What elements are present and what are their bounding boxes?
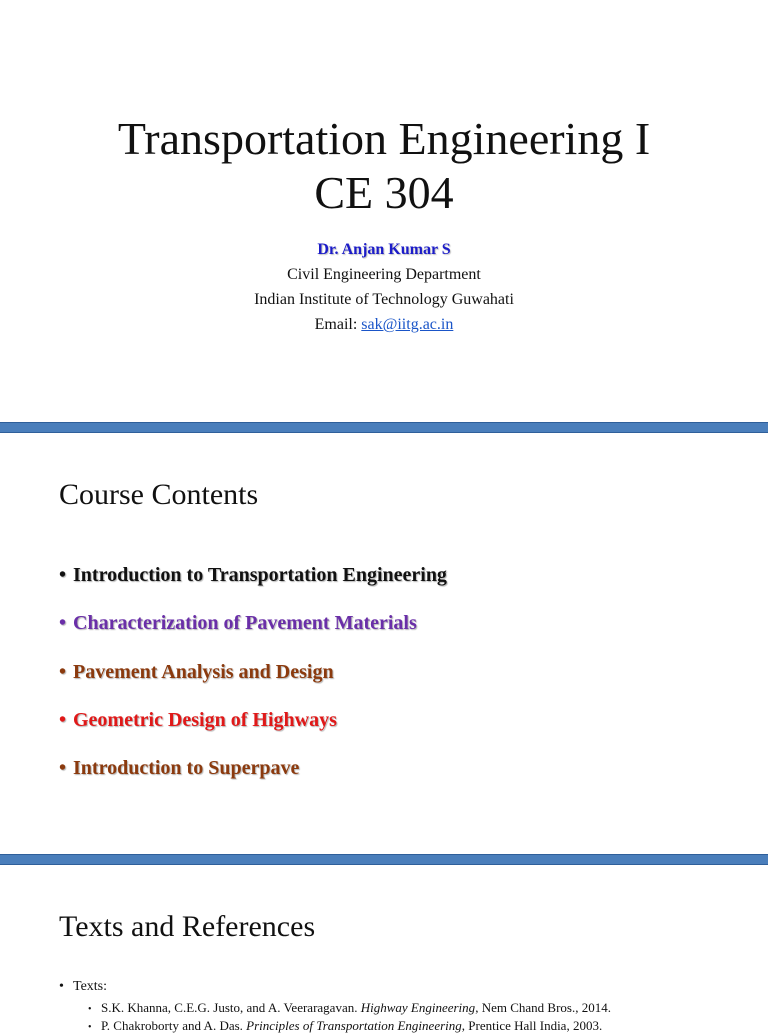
institute: Indian Institute of Technology Guwahati (254, 291, 514, 308)
reference-publisher: , Nem Chand Bros., 2014. (475, 1000, 611, 1015)
reference-publisher: , Prentice Hall India, 2003. (461, 1018, 603, 1033)
course-code: CE 304 (314, 167, 454, 218)
contents-item: • Pavement Analysis and Design (59, 661, 334, 683)
slide-divider (0, 422, 768, 433)
contents-item: • Geometric Design of Highways (59, 709, 337, 731)
author-name: Dr. Anjan Kumar S (317, 241, 451, 258)
reference-title: Principles of Transportation Engineering (246, 1018, 462, 1033)
course-contents-slide (0, 434, 768, 854)
contents-item-label: Introduction to Transportation Engineering (73, 564, 447, 586)
slide-divider (0, 854, 768, 865)
contents-item-label: Introduction to Superpave (73, 757, 300, 779)
reference-title: Highway Engineering (360, 1000, 476, 1015)
references-slide (0, 866, 768, 1033)
email-line (0, 316, 768, 334)
department: Civil Engineering Department (287, 266, 481, 283)
slide-title: Transportation Engineering I (117, 113, 651, 164)
contents-item: • Introduction to Superpave (59, 757, 300, 779)
contents-item: • Characterization of Pavement Materials (59, 612, 417, 634)
contents-item-label: Pavement Analysis and Design (73, 661, 334, 683)
section-heading: Texts and References (59, 910, 316, 943)
title-slide (0, 0, 768, 422)
reference-item: • P. Chakroborty and A. Das. Principles of Transportation Engineering, Prentice Hall India, 2003. (88, 1018, 603, 1033)
reference-authors: S.K. Khanna, C.E.G. Justo, and A. Veeraragavan. (101, 1000, 361, 1015)
contents-item-label: Geometric Design of Highways (73, 709, 337, 731)
contents-item: • Introduction to Transportation Engineering (59, 564, 447, 586)
contents-item-label: Characterization of Pavement Materials (73, 612, 417, 634)
reference-item: • S.K. Khanna, C.E.G. Justo, and A. Veeraragavan. Highway Engineering, Nem Chand Bros., 2014. (88, 1000, 611, 1015)
section-heading: Course Contents (59, 478, 259, 511)
email-label: Email: (314, 316, 362, 333)
texts-label-item: • Texts: (59, 979, 108, 994)
texts-label: Texts: (73, 979, 108, 994)
reference-authors: P. Chakroborty and A. Das. (101, 1018, 247, 1033)
email-link[interactable]: sak@iitg.ac.in (361, 316, 454, 333)
